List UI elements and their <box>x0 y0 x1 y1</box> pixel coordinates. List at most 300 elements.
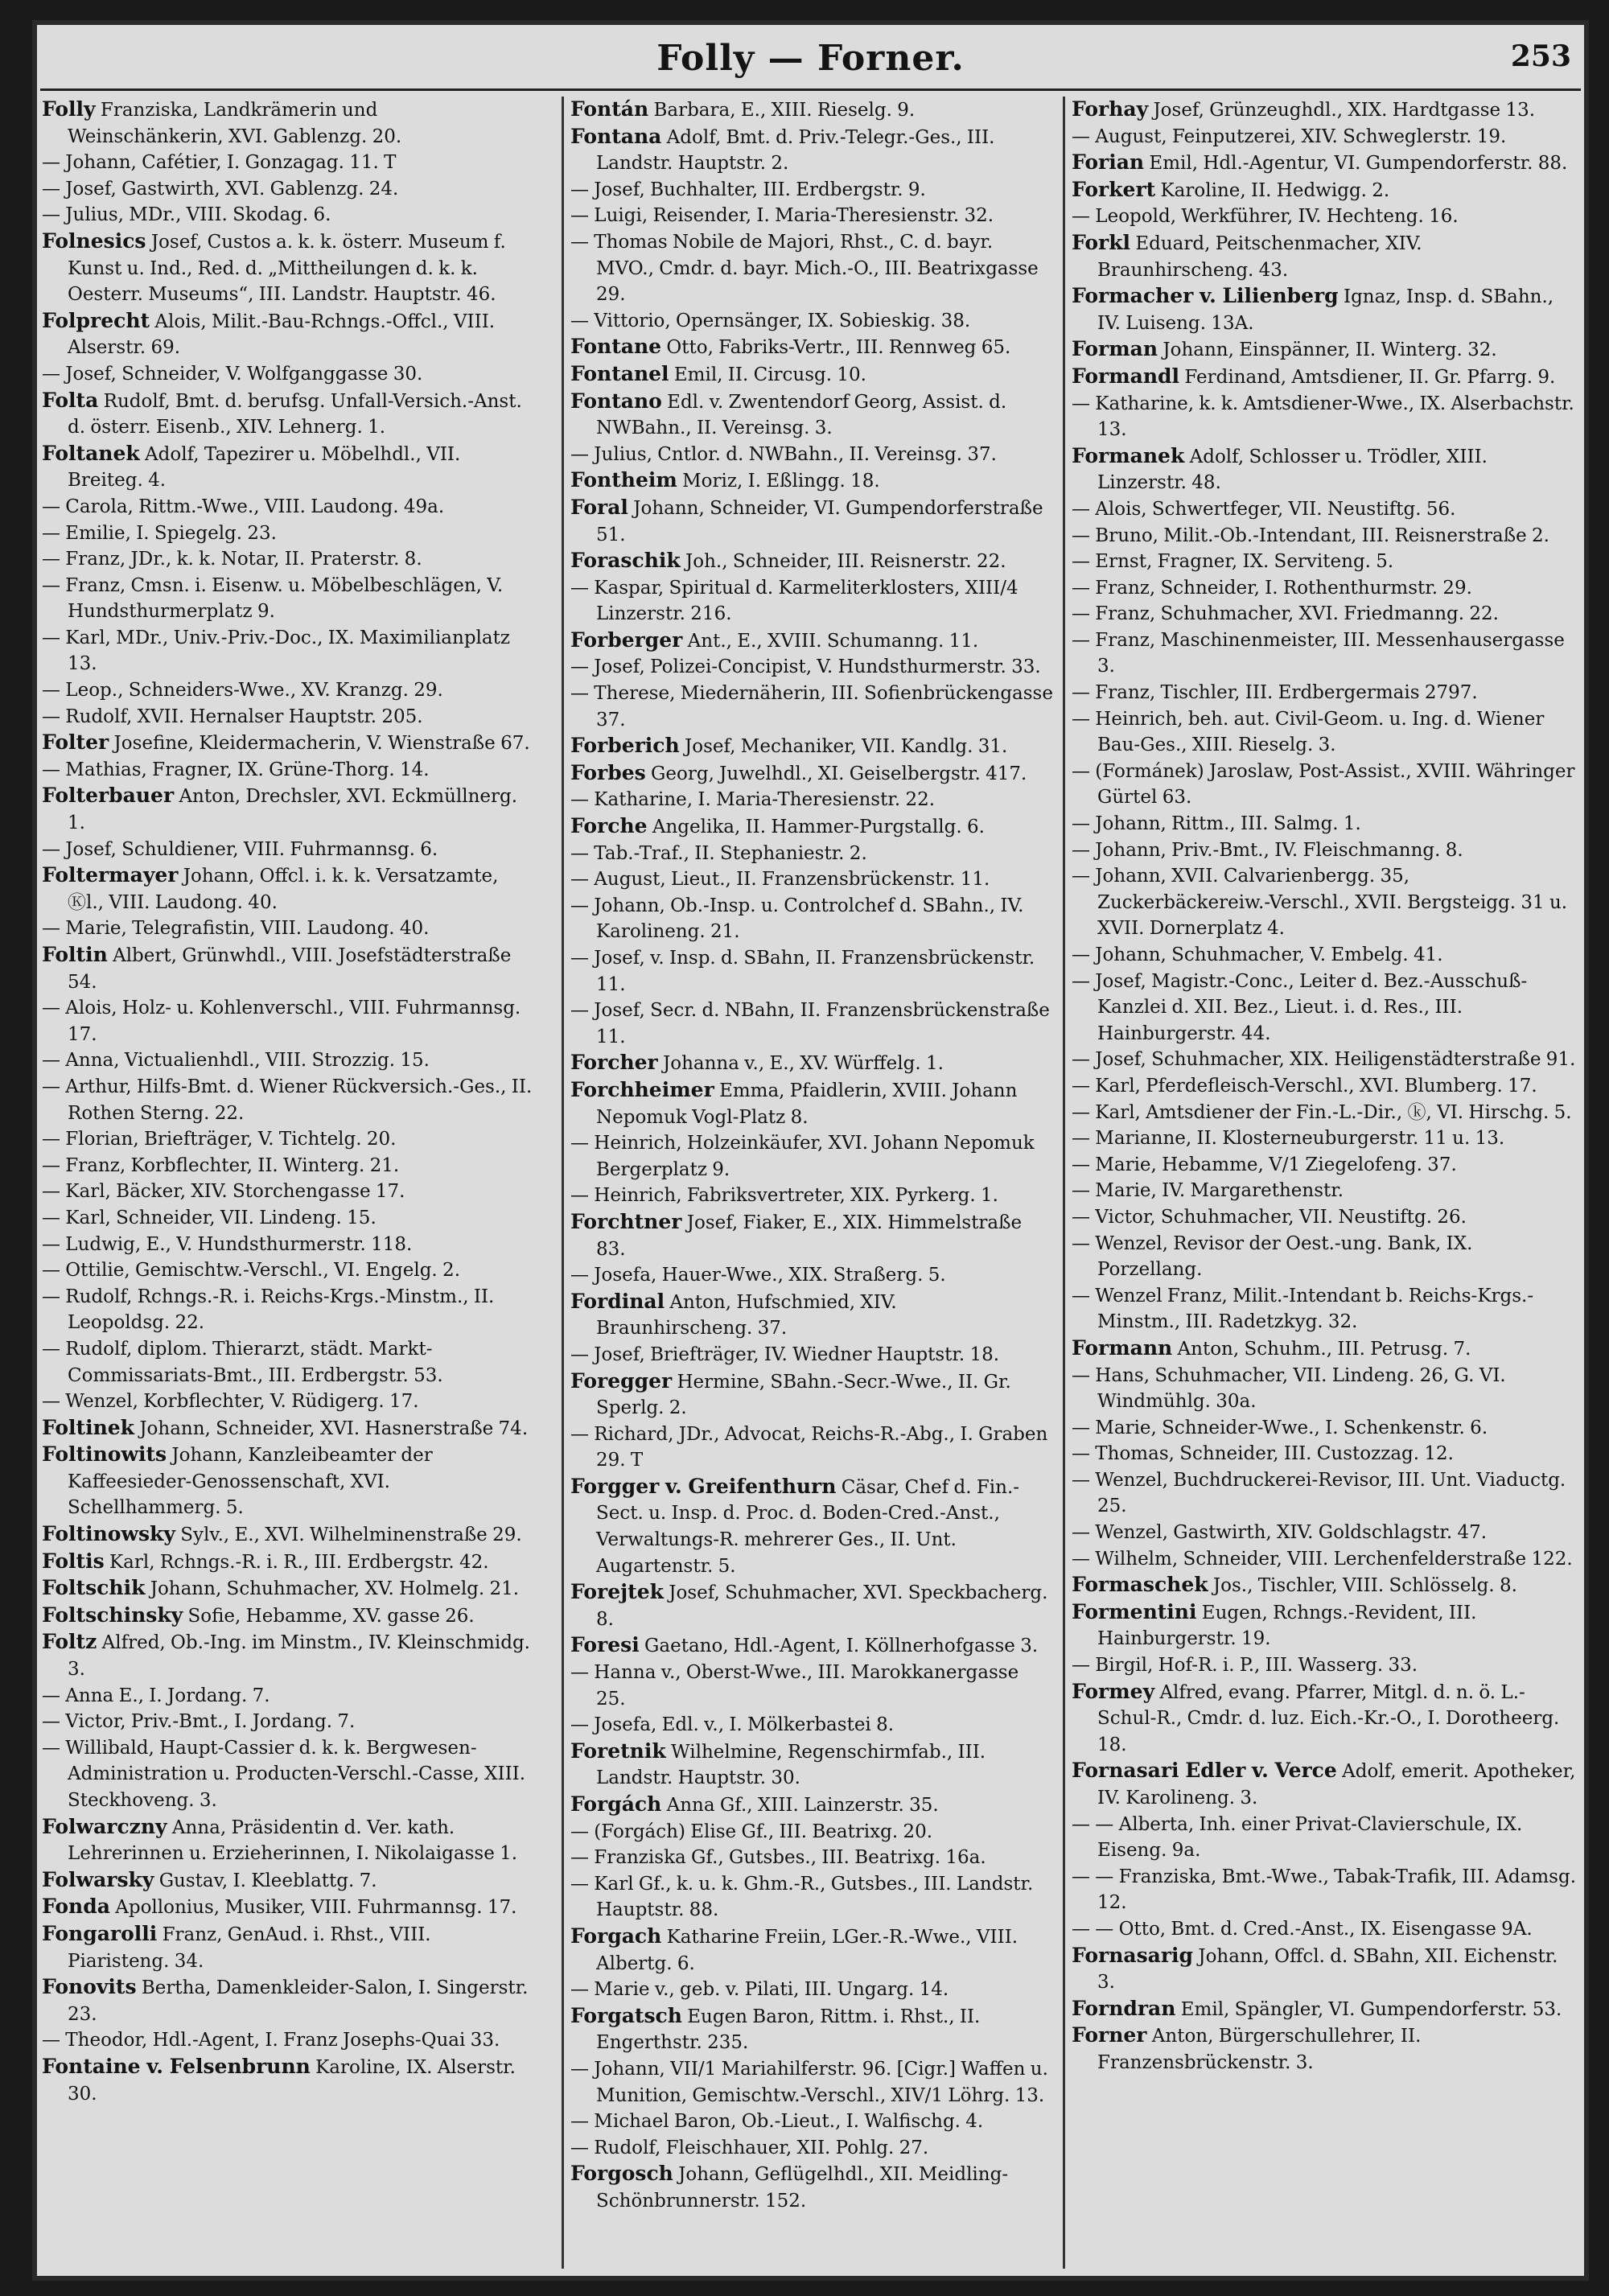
directory-entry <box>570 1368 1053 1422</box>
entry-details: Emil, Spängler, VI. Gumpendorferstr. 53. <box>1180 1998 1562 2020</box>
directory-entry <box>42 1257 533 1284</box>
directory-entry <box>570 1050 1053 1077</box>
directory-entry <box>1072 124 1578 150</box>
entry-details: — — Franziska, Bmt.-Wwe., Tabak-Trafik, III. Adamsg. 12. <box>1072 1866 1577 1914</box>
entry-details: Karoline, II. Hedwigg. 2. <box>1160 179 1390 201</box>
directory-entry <box>1072 1363 1578 1415</box>
entry-details: — Josef, Briefträger, IV. Wiedner Hauptstr. 18. <box>570 1343 1000 1365</box>
entry-details: Karoline, IX. Alserstr. 30. <box>68 2056 516 2105</box>
entry-details: Josef, Grünzeughdl., XIX. Hardtgasse 13. <box>1153 100 1536 121</box>
directory-entry <box>1072 97 1578 124</box>
directory-entry <box>1072 391 1578 443</box>
directory-entry <box>42 2054 533 2107</box>
entry-surname: Foresi <box>570 1633 640 1657</box>
entry-details: — Karl, Bäcker, XIV. Storchengasse 17. <box>42 1181 405 1203</box>
entry-surname: Formaschek <box>1072 1573 1208 1597</box>
entry-details: — Rudolf, diplom. Thierarzt, städt. Markt-Commissariats-Bmt., III. Erdbergstr. 53. <box>42 1338 443 1386</box>
directory-entry <box>1072 1335 1578 1363</box>
directory-entry <box>570 1845 1053 1871</box>
directory-entry <box>1072 759 1578 811</box>
entry-details: — Victor, Schuhmacher, VII. Neustiftg. 26. <box>1072 1206 1467 1228</box>
entry-details: Apollonius, Musiker, VIII. Fuhrmannsg. 17. <box>115 1897 517 1919</box>
directory-entry <box>1072 627 1578 680</box>
entry-details: Johann, Offcl. i. k. k. Versatzamte, Ⓚl., VIII. Laudong. 40. <box>68 866 499 913</box>
directory-entry <box>42 521 533 547</box>
entry-details: Alfred, Ob.-Ing. im Minstm., IV. Kleinschmidg. 3. <box>68 1632 530 1681</box>
directory-entry <box>570 203 1053 229</box>
entry-details: — Johann, Rittm., III. Salmg. 1. <box>1072 813 1361 835</box>
entry-details: Ignaz, Insp. d. SBahn., IV. Luiseng. 13A. <box>1097 286 1554 334</box>
directory-entry <box>570 841 1053 867</box>
entry-details: Gustav, I. Kleeblattg. 7. <box>158 1870 377 1891</box>
directory-entry <box>42 1047 533 1074</box>
entry-details: — Tab.-Traf., II. Stephaniestr. 2. <box>570 842 867 864</box>
directory-entry <box>42 1442 533 1521</box>
directory-entry <box>42 1179 533 1205</box>
directory-entry <box>570 177 1053 204</box>
directory-entry <box>570 1289 1053 1342</box>
entry-surname: Forman <box>1072 337 1158 361</box>
entry-details: — Emilie, I. Spiegelg. 23. <box>42 522 277 544</box>
directory-entry <box>570 1819 1053 1845</box>
directory-entry <box>42 176 533 203</box>
entry-surname: Foltschinsky <box>42 1603 183 1627</box>
entry-details: — Bruno, Milit.-Ob.-Intendant, III. Reisnerstraße 2. <box>1072 525 1549 546</box>
directory-entry <box>1072 523 1578 549</box>
entry-surname: Forhay <box>1072 97 1149 121</box>
directory-entry <box>42 573 533 625</box>
directory-entry <box>42 1867 533 1895</box>
entry-surname: Fontano <box>570 389 662 413</box>
entry-details: — Wenzel, Revisor der Oest.-ung. Bank, IX. Porzellang. <box>1072 1232 1473 1281</box>
directory-entry <box>1072 1152 1578 1179</box>
entry-surname: Foltz <box>42 1630 97 1654</box>
directory-entry <box>570 229 1053 308</box>
entry-details: — (Forgách) Elise Gf., III. Beatrixg. 20. <box>570 1821 933 1842</box>
entry-details: — Katharine, I. Maria-Theresienstr. 22. <box>570 789 936 811</box>
entry-details: — Katharine, k. k. Amtsdiener-Wwe., IX. Alserbachstr. 13. <box>1072 393 1574 441</box>
entry-details: — Franz, Korbflechter, II. Winterg. 21. <box>42 1154 400 1176</box>
entry-surname: Fonda <box>42 1895 110 1919</box>
directory-entry <box>1072 1679 1578 1759</box>
entry-details: — Josef, Schneider, V. Wolfganggasse 30. <box>42 363 423 385</box>
directory-entry <box>570 1130 1053 1183</box>
entry-details: Anton, Bürgerschullehrer, II. Franzensbrückenstr. 3. <box>1097 2026 1422 2073</box>
directory-entry <box>42 2027 533 2054</box>
entry-surname: Forgatsch <box>570 2003 682 2027</box>
entry-details: — Karl, Amtsdiener der Fin.-L.-Dir., ⓚ, VI. Hirschg. 5. <box>1072 1101 1572 1123</box>
entry-details: Katharine Freiin, LGer.-R.-Wwe., VIII. Albertg. 6. <box>596 1926 1018 1974</box>
entry-surname: Forgach <box>570 1924 662 1948</box>
directory-entry <box>42 1683 533 1710</box>
directory-entry <box>570 124 1053 177</box>
entry-details: — Thomas, Schneider, III. Custozzag. 12. <box>1072 1443 1454 1465</box>
directory-entry <box>1072 1231 1578 1283</box>
entry-details: — Josef, Magistr.-Conc., Leiter d. Bez.-Ausschuß-Kanzlei d. XII. Bez., Lieut. i. d. Res., III. Hainburgerstr. 44. <box>1072 970 1528 1044</box>
directory-entry <box>570 361 1053 389</box>
column-1 <box>42 97 533 2269</box>
directory-entry <box>570 548 1053 575</box>
directory-entry <box>1072 863 1578 942</box>
entry-details: Ferdinand, Amtsdiener, II. Gr. Pfarrg. 9. <box>1184 366 1556 388</box>
directory-entry <box>1072 1864 1578 1916</box>
entry-surname: Forkert <box>1072 177 1156 201</box>
directory-entry <box>1072 1996 1578 2023</box>
entry-details: — Marie, IV. Margarethenstr. <box>1072 1180 1344 1202</box>
entry-details: — Kaspar, Spiritual d. Karmeliterklosters, XIII/4 Linzerstr. 216. <box>570 577 1018 625</box>
entry-details: Alois, Milit.-Bau-Rchngs.-Offcl., VIII. Alserstr. 69. <box>68 311 496 359</box>
entry-details: Josef, Mechaniker, VII. Kandlg. 31. <box>685 736 1008 758</box>
directory-entry <box>42 757 533 784</box>
directory-entry <box>42 837 533 863</box>
directory-entry <box>42 97 533 150</box>
entry-details: Johann, Schneider, VI. Gumpendorferstraße 51. <box>596 497 1043 545</box>
entry-details: — Johann, Cafétier, I. Gonzagag. 11. T <box>42 152 397 174</box>
directory-entry <box>1072 1178 1578 1204</box>
entry-details: — Josef, Buchhalter, III. Erdbergstr. 9. <box>570 179 926 200</box>
entry-details: — Theodor, Hdl.-Agent, I. Franz Josephs-Quai 33. <box>42 2030 500 2051</box>
directory-entry <box>570 1660 1053 1712</box>
entry-details: Ant., E., XVIII. Schumanng. 11. <box>687 630 979 652</box>
entry-surname: Formacher v. Lilienberg <box>1072 284 1339 308</box>
entry-surname: Forkl <box>1072 230 1131 254</box>
directory-entry <box>570 2003 1053 2056</box>
entry-details: Josef, Custos a. k. k. österr. Museum f. Kunst u. Ind., Red. d. „Mittheilungen d. k. k. Oesterr. Museums“, III. Landstr. Hauptstr. 46. <box>68 231 506 306</box>
entry-surname: Formentini <box>1072 1599 1197 1623</box>
entry-surname: Fontana <box>570 124 662 148</box>
entry-details: Franz, GenAud. i. Rhst., VIII. Piaristeng. 34. <box>68 1924 431 1972</box>
entry-details: — Josef, Secr. d. NBahn, II. Franzensbrückenstraße 11. <box>570 1000 1050 1047</box>
directory-entry <box>42 1521 533 1549</box>
entry-details: Emil, Hdl.-Agentur, VI. Gumpendorferstr. 88. <box>1149 153 1568 175</box>
entry-details: Anton, Drechsler, XVI. Eckmüllnerg. 1. <box>68 786 518 834</box>
entry-details: — Arthur, Hilfs-Bmt. d. Wiener Rückversich.-Ges., II. Rothen Sterng. 22. <box>42 1076 533 1124</box>
entry-details: — Johann, VII/1 Mariahilferstr. 96. [Cigr.] Waffen u. Munition, Gemischtw.-Verschl., XIV/1 Löhrg. 13. <box>570 2058 1048 2106</box>
directory-entry <box>570 1422 1053 1474</box>
entry-surname: Fonovits <box>42 1975 137 1999</box>
directory-entry <box>42 783 533 836</box>
directory-entry <box>1072 1047 1578 1073</box>
directory-entry <box>1072 1572 1578 1599</box>
entry-details: — Ottilie, Gemischtw.-Verschl., VI. Engelg. 2. <box>42 1260 461 1282</box>
directory-entry <box>1072 1100 1578 1126</box>
entry-details: — — Alberta, Inh. einer Privat-Clavierschule, IX. Eiseng. 9a. <box>1072 1813 1523 1862</box>
entry-details: — Heinrich, beh. aut. Civil-Geom. u. Ing. d. Wiener Bau-Ges., XIII. Rieselg. 3. <box>1072 708 1545 756</box>
entry-details: Adolf, Bmt. d. Priv.-Telegr.-Ges., III. Landstr. Hauptstr. 2. <box>596 126 995 175</box>
entry-details: — Alois, Holz- u. Kohlenverschl., VIII. Fuhrmannsg. 17. <box>42 998 521 1045</box>
directory-entry <box>1072 150 1578 177</box>
entry-details: Josef, Fiaker, E., XIX. Himmelstraße 83. <box>596 1212 1023 1260</box>
entry-details: — Franz, Maschinenmeister, III. Messenhausergasse 3. <box>1072 629 1565 677</box>
entry-surname: Folter <box>42 730 109 755</box>
directory-entry <box>1072 1204 1578 1231</box>
entry-details: Johann, Schneider, XVI. Hasnerstraße 74. <box>139 1418 529 1439</box>
directory-entry <box>1072 811 1578 837</box>
directory-entry <box>1072 443 1578 496</box>
entry-details: — Karl, MDr., Univ.-Priv.-Doc., IX. Maximilianplatz 13. <box>42 627 510 675</box>
directory-entry <box>570 998 1053 1050</box>
page-title: Folly — Forner. <box>656 38 965 79</box>
entry-details: — Willibald, Haupt-Cassier d. k. k. Bergwesen-Administration u. Producten-Verschl.-Casse, XIII. Steckhoveng. 3. <box>42 1737 526 1811</box>
directory-entry <box>42 1549 533 1576</box>
directory-entry <box>570 654 1053 681</box>
entry-details: — Franz, Schuhmacher, XVI. Friedmanng. 22. <box>1072 603 1499 625</box>
directory-entry <box>1072 1652 1578 1679</box>
directory-entry <box>1072 575 1578 602</box>
entry-details: Cäsar, Chef d. Fin.-Sect. u. Insp. d. Proc. d. Boden-Cred.-Anst., Verwaltungs-R. mehrerer Ges., II. Unt. Augartenstr. 5. <box>596 1476 1020 1577</box>
directory-entry <box>1072 1073 1578 1100</box>
directory-entry <box>42 1284 533 1336</box>
entry-details: — Hanna v., Oberst-Wwe., III. Marokkanergasse 25. <box>570 1662 1019 1710</box>
entry-surname: Fordinal <box>570 1289 665 1313</box>
directory-page <box>32 20 1589 2281</box>
entry-details: — — Otto, Bmt. d. Cred.-Anst., IX. Eisengasse 9A. <box>1072 1918 1533 1940</box>
directory-entry <box>570 97 1053 124</box>
entry-surname: Fornasari Edler v. Verce <box>1072 1759 1337 1783</box>
directory-entry <box>570 1712 1053 1738</box>
entry-surname: Folterbauer <box>42 784 175 808</box>
entry-details: Georg, Juwelhdl., XI. Geiselbergstr. 417. <box>651 763 1027 784</box>
entry-surname: Fontane <box>570 335 662 359</box>
directory-entry <box>42 1575 533 1603</box>
directory-entry <box>570 1342 1053 1368</box>
entry-details: Josef, Schuhmacher, XVI. Speckbacherg. 8. <box>596 1582 1048 1630</box>
entry-surname: Forner <box>1072 2023 1147 2047</box>
entry-surname: Fontán <box>570 97 649 121</box>
entry-details: — Birgil, Hof-R. i. P., III. Wasserg. 33. <box>1072 1655 1418 1677</box>
entry-details: — Wenzel Franz, Milit.-Intendant b. Reichs-Krgs.-Minstm., III. Radetzkyg. 32. <box>1072 1285 1534 1333</box>
directory-entry <box>42 1389 533 1415</box>
entry-details: Gaetano, Hdl.-Agent, I. Köllnerhofgasse 3. <box>644 1636 1039 1657</box>
entry-surname: Folprecht <box>42 308 150 332</box>
directory-entry <box>570 733 1053 760</box>
directory-entry <box>570 1474 1053 1579</box>
entry-surname: Forche <box>570 814 648 838</box>
directory-entry <box>570 495 1053 548</box>
entry-surname: Foltschik <box>42 1576 146 1600</box>
directory-entry <box>42 625 533 677</box>
entry-details: — Rudolf, Fleischhauer, XII. Pohlg. 27. <box>570 2137 929 2158</box>
directory-entry <box>1072 1943 1578 1996</box>
directory-entry <box>1072 601 1578 627</box>
entry-details: Edl. v. Zwentendorf Georg, Assist. d. NWBahn., II. Vereinsg. 3. <box>596 391 1007 439</box>
directory-entry <box>570 2109 1053 2135</box>
entry-details: — Karl, Pferdefleisch-Verschl., XVI. Blumberg. 17. <box>1072 1075 1537 1097</box>
entry-details: — Rudolf, XVII. Hernalser Hauptstr. 205. <box>42 706 423 727</box>
entry-surname: Forcher <box>570 1051 658 1075</box>
entry-details: Wilhelmine, Regenschirmfab., III. Landstr. Hauptstr. 30. <box>596 1741 986 1789</box>
directory-entry <box>42 1153 533 1179</box>
entry-details: Alfred, evang. Pfarrer, Mitgl. d. n. ö. L.-Schul-R., Cmdr. d. luz. Eich.-Kr.-O., I. Dorotheerg. 18. <box>1097 1681 1560 1755</box>
directory-entry <box>42 361 533 388</box>
entry-details: — Carola, Rittm.-Wwe., VIII. Laudong. 49a. <box>42 496 445 517</box>
directory-entry <box>570 1924 1053 1977</box>
directory-entry <box>42 1974 533 2027</box>
directory-entry <box>1072 942 1578 969</box>
entry-surname: Forgosch <box>570 2162 673 2186</box>
directory-entry <box>1072 1520 1578 1546</box>
header-rule <box>40 88 1581 91</box>
entry-details: Jos., Tischler, VIII. Schlösselg. 8. <box>1212 1575 1517 1597</box>
directory-entry <box>570 1579 1053 1632</box>
entry-surname: Foltinowits <box>42 1442 167 1467</box>
entry-details: — Johann, Priv.-Bmt., IV. Fleischmanng. 8. <box>1072 839 1463 861</box>
directory-entry <box>42 441 533 494</box>
directory-entry <box>1072 204 1578 230</box>
directory-entry <box>570 866 1053 893</box>
directory-entry <box>42 1709 533 1735</box>
entry-details: — Franz, JDr., k. k. Notar, II. Praterstr. 8. <box>42 549 422 570</box>
directory-entry <box>42 388 533 441</box>
directory-entry <box>42 1205 533 1232</box>
entry-details: Johann, Schuhmacher, XV. Holmelg. 21. <box>150 1578 520 1600</box>
directory-entry <box>42 546 533 573</box>
entry-surname: Forberich <box>570 734 680 758</box>
entry-surname: Foregger <box>570 1368 673 1393</box>
entry-surname: Forian <box>1072 150 1145 175</box>
entry-surname: Foltinowsky <box>42 1522 175 1546</box>
entry-details: — Luigi, Reisender, I. Maria-Theresienstr. 32. <box>570 205 994 227</box>
directory-entry <box>570 893 1053 945</box>
directory-entry <box>570 2056 1053 2109</box>
entry-details: — Marianne, II. Klosterneuburgerstr. 11 u. 13. <box>1072 1128 1505 1150</box>
directory-entry <box>570 467 1053 495</box>
entry-surname: Forndran <box>1072 1996 1176 2020</box>
entry-details: — Josefa, Hauer-Wwe., XIX. Straßerg. 5. <box>570 1265 946 1286</box>
directory-entry <box>42 916 533 942</box>
directory-entry <box>42 1894 533 1921</box>
entry-details: — Josef, v. Insp. d. SBahn, II. Franzensbrückenstr. 11. <box>570 948 1035 995</box>
entry-details: — Johann, XVII. Calvarienbergg. 35, Zuckerbäckereiw.-Verschl., XVII. Bergsteigg. 31 u. XVII. Dornerplatz 4. <box>1072 866 1568 940</box>
directory-entry <box>1072 1125 1578 1152</box>
directory-entry <box>570 1977 1053 2003</box>
directory-entry <box>570 1077 1053 1130</box>
directory-entry <box>42 995 533 1047</box>
directory-entry <box>42 1126 533 1153</box>
directory-entry <box>42 1074 533 1126</box>
directory-entry <box>1072 230 1578 283</box>
entry-details: — Anna E., I. Jordang. 7. <box>42 1685 270 1706</box>
directory-entry <box>42 1603 533 1630</box>
entry-surname: Fongarolli <box>42 1921 158 1945</box>
entry-details: — Ernst, Fragner, IX. Serviteng. 5. <box>1072 551 1394 573</box>
page-number: 253 <box>1510 39 1571 73</box>
directory-entry <box>1072 1916 1578 1943</box>
entry-surname: Foral <box>570 495 628 519</box>
entry-details: Eugen, Rchngs.-Revident, III. Hainburgerstr. 19. <box>1097 1602 1477 1650</box>
entry-details: — Heinrich, Holzeinkäufer, XVI. Johann Nepomuk Bergerplatz 9. <box>570 1133 1035 1180</box>
entry-surname: Foltinek <box>42 1415 135 1439</box>
entry-details: Josefine, Kleidermacherin, V. Wienstraße 67. <box>113 733 530 755</box>
entry-details: Anton, Hufschmied, XIV. Braunhirscheng. 37. <box>596 1291 897 1339</box>
entry-details: — Marie, Schneider-Wwe., I. Schenkenstr. 6. <box>1072 1417 1488 1438</box>
entry-details: — Karl Gf., k. u. k. Ghm.-R., Gutsbes., III. Landstr. Hauptstr. 88. <box>570 1873 1034 1921</box>
entry-details: Joh., Schneider, III. Reisnerstr. 22. <box>685 551 1006 573</box>
entry-details: Eduard, Peitschenmacher, XIV. Braunhirscheng. 43. <box>1097 232 1422 281</box>
directory-entry <box>1072 837 1578 864</box>
directory-entry <box>570 627 1053 655</box>
entry-details: Sylv., E., XVI. Wilhelminenstraße 29. <box>180 1524 522 1546</box>
directory-entry <box>570 813 1053 841</box>
directory-entry <box>570 442 1053 468</box>
entry-details: — Wilhelm, Schneider, VIII. Lerchenfelderstraße 122. <box>1072 1548 1573 1570</box>
entry-details: Hermine, SBahn.-Secr.-Wwe., II. Gr. Sperlg. 2. <box>596 1371 1011 1419</box>
entry-details: Emma, Pfaidlerin, XVIII. Johann Nepomuk Vogl-Platz 8. <box>596 1080 1018 1128</box>
column-2 <box>562 97 1053 2269</box>
entry-surname: Formanek <box>1072 443 1185 467</box>
directory-entry <box>1072 1546 1578 1573</box>
directory-entry <box>570 945 1053 998</box>
directory-entry <box>570 575 1053 627</box>
directory-entry <box>42 1415 533 1442</box>
directory-entry <box>42 150 533 176</box>
entry-details: — Wenzel, Korbflechter, V. Rüdigerg. 17. <box>42 1391 419 1413</box>
entry-details: — Julius, MDr., VIII. Skodag. 6. <box>42 204 331 226</box>
directory-entry <box>1072 680 1578 706</box>
directory-entry <box>570 2135 1053 2162</box>
entry-surname: Forejtek <box>570 1580 664 1604</box>
entry-details: — Mathias, Fragner, IX. Grüne-Thorg. 14. <box>42 759 430 780</box>
page-header <box>32 38 1589 94</box>
directory-entry <box>570 1871 1053 1924</box>
entry-details: Otto, Fabriks-Vertr., III. Rennweg 65. <box>666 337 1011 359</box>
directory-entry <box>1072 336 1578 364</box>
directory-entry <box>570 1262 1053 1289</box>
entry-details: Emil, II. Circusg. 10. <box>673 364 866 385</box>
entry-surname: Formey <box>1072 1679 1155 1703</box>
entry-surname: Foltis <box>42 1549 105 1573</box>
directory-entry <box>42 942 533 995</box>
entry-details: Albert, Grünwhdl., VIII. Josefstädterstraße 54. <box>68 945 512 993</box>
entry-details: — Julius, Cntlor. d. NWBahn., II. Vereinsg. 37. <box>570 443 997 465</box>
entry-details: — Wenzel, Gastwirth, XIV. Goldschlagstr. 47. <box>1072 1522 1488 1544</box>
directory-entry <box>570 760 1053 788</box>
entry-details: — Therese, Miedernäherin, III. Sofienbrückengasse 37. <box>570 683 1053 730</box>
entry-surname: Folwarczny <box>42 1814 167 1838</box>
entry-details: Bertha, Damenkleider-Salon, I. Singerstr. 23. <box>68 1977 529 2025</box>
directory-entry <box>42 1629 533 1682</box>
entry-details: — Josef, Schuldiener, VIII. Fuhrmannsg. 6. <box>42 838 438 860</box>
entry-details: — Hans, Schuhmacher, VII. Lindeng. 26, G. VI. Windmühlg. 30a. <box>1072 1364 1506 1413</box>
entry-details: Anna, Präsidentin d. Ver. kath. Lehrerinnen u. Erzieherinnen, I. Nikolaigasse 1. <box>68 1817 518 1865</box>
directory-entry <box>42 1336 533 1389</box>
entry-surname: Foraschik <box>570 549 681 573</box>
entry-details: — August, Feinputzerei, XIV. Schweglerstr. 19. <box>1072 125 1507 147</box>
directory-entry <box>570 681 1053 733</box>
entry-details: — Ludwig, E., V. Hundsthurmerstr. 118. <box>42 1233 413 1255</box>
entry-details: — Vittorio, Opernsänger, IX. Sobieskig. 38. <box>570 310 971 331</box>
entry-details: — Leop., Schneiders-Wwe., XV. Kranzg. 29. <box>42 680 443 702</box>
directory-entry <box>1072 1441 1578 1467</box>
entry-surname: Forbes <box>570 760 646 784</box>
directory-entry <box>570 334 1053 361</box>
entry-details: — Richard, JDr., Advocat, Reichs-R.-Abg., I. Graben 29. T <box>570 1423 1048 1471</box>
entry-surname: Foltin <box>42 943 108 966</box>
entry-details: — Josef, Schuhmacher, XIX. Heiligenstädterstraße 91. <box>1072 1049 1576 1071</box>
entry-details: Angelika, II. Hammer-Purgstallg. 6. <box>652 817 985 838</box>
entry-details: Adolf, emerit. Apotheker, IV. Karolineng. 3. <box>1097 1761 1576 1808</box>
entry-details: — Josef, Gastwirth, XVI. Gablenzg. 24. <box>42 178 399 200</box>
entry-details: Anton, Schuhm., III. Petrusg. 7. <box>1177 1338 1471 1360</box>
entry-details: Johann, Einspänner, II. Winterg. 32. <box>1163 339 1497 361</box>
entry-surname: Foltermayer <box>42 863 179 887</box>
directory-entry <box>1072 496 1578 523</box>
directory-entry <box>570 1183 1053 1209</box>
entry-details: — (Formánek) Jaroslaw, Post-Assist., XVIII. Währinger Gürtel 63. <box>1072 760 1575 809</box>
directory-entry <box>1072 364 1578 391</box>
entry-details: — Michael Baron, Ob.-Lieut., I. Walfischg. 4. <box>570 2111 984 2133</box>
directory-entry <box>570 389 1053 442</box>
